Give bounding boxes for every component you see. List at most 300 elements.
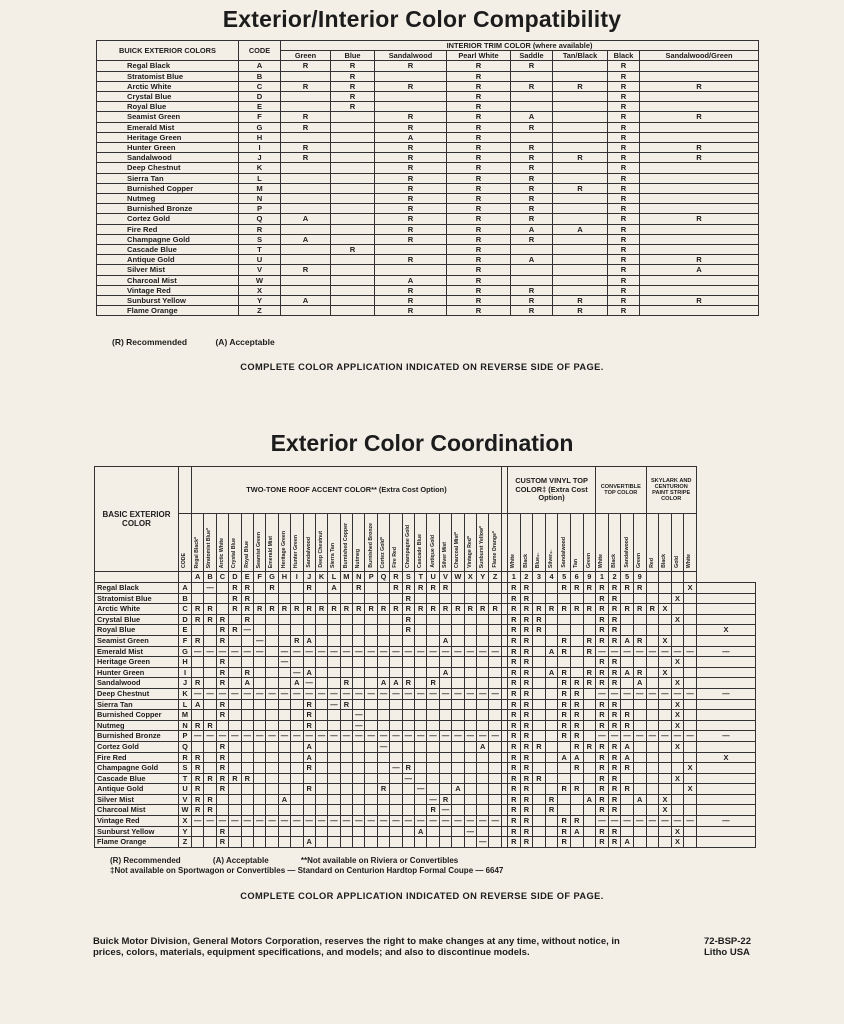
coord-cell: — [278,816,290,827]
coord-cell [533,678,546,689]
coord-cell: R [266,583,278,594]
coord-cell: R [303,710,315,721]
compat-cell: R [640,255,759,265]
coord-roof-col [241,514,253,572]
coord-cell [365,826,377,837]
coord-cell [427,657,439,668]
compat-cell: R [553,296,608,306]
coord-cell [533,583,546,594]
coord-cell: R [608,635,621,646]
coord-cell [192,667,204,678]
compat-cell [553,92,608,102]
coord-cell [533,688,546,699]
compat-cell [281,163,331,173]
coord-cell: A [303,741,315,752]
coord-cell [464,678,476,689]
coord-cell: — [229,646,241,657]
compat-row-name: Arctic White [97,81,239,91]
compat-cell: R [375,204,447,214]
coord-cell: A [291,678,303,689]
coord-cell [229,635,241,646]
coord-cell: — [303,688,315,699]
compat-row [97,122,759,132]
coord-cell: R [507,794,520,805]
compat-cell [281,173,331,183]
coord-cell [415,699,427,710]
coord-cell: R [303,699,315,710]
coord-cell [545,773,558,784]
coord-cell: — [216,731,228,742]
coord-cell [278,667,290,678]
coord-cell [415,593,427,604]
coord-cell [192,625,204,636]
coord-roof-col-label: Nutmeg [355,548,362,568]
compat-row-code: M [239,183,281,193]
coord-cell: R [520,720,533,731]
coord-cell [241,635,253,646]
coord-cell [696,805,755,816]
coord-cell: — [464,646,476,657]
compat-cell: R [375,61,447,71]
coord-cell [545,593,558,604]
coord-cell: R [520,625,533,636]
coord-cell: R [558,837,571,848]
coord-cell [253,805,265,816]
coord-cell [464,710,476,721]
coord-cell [192,741,204,752]
coord-cell [671,752,684,763]
coord-cell: R [608,837,621,848]
compat-cell [281,275,331,285]
coord-cell [545,635,558,646]
compat-row-name: Silver Mist [97,265,239,275]
compat-cell: R [608,234,640,244]
compat-row-code: S [239,234,281,244]
coord-cell [696,699,755,710]
compat-row-code: T [239,245,281,255]
coord-cell: R [633,667,646,678]
coord-cell: X [671,710,684,721]
compat-cell: R [608,122,640,132]
compat-cell: R [447,153,511,163]
coord-cell [365,773,377,784]
coord-cell: — [353,688,365,699]
coord-cell [204,699,216,710]
coord-cell [659,678,672,689]
coord-cell: R [507,816,520,827]
compat-cell: R [608,296,640,306]
coord-cell [365,614,377,625]
coord-cell [452,752,464,763]
coord-cell [340,763,352,774]
compat-cell: A [281,214,331,224]
coord-cell [464,657,476,668]
coord-cell [476,625,488,636]
coord-cell [671,784,684,795]
coord-cell [583,731,596,742]
coord-cell: — [659,731,672,742]
coord-row [95,773,756,784]
coord-cell [696,635,755,646]
compat-cell [281,102,331,112]
coord-cell: R [596,625,609,636]
coord-cell [489,784,502,795]
coord-roof-col [439,514,451,572]
coord-cell [533,657,546,668]
compat-interior-col: Sandalwood/Green [640,51,759,61]
coord-cell: R [596,794,609,805]
coord-cell: R [192,773,204,784]
coord-cell [328,657,340,668]
coord-cell [696,763,755,774]
compat-cell: R [608,265,640,275]
coord-cell: R [427,678,439,689]
coord-cell: — [402,688,414,699]
coord-cell [533,837,546,848]
coord-cell: — [192,688,204,699]
compat-row-code: E [239,102,281,112]
coord-cell [476,794,488,805]
compat-row-name: Cascade Blue [97,245,239,255]
compat-cell [553,163,608,173]
coord-cell: — [415,688,427,699]
coord-cell [328,635,340,646]
compat-cell: R [375,122,447,132]
coord-cell [377,667,389,678]
coord-roof-code: S [402,572,414,583]
coord-cell: R [596,710,609,721]
compat-cell [553,173,608,183]
coord-cell: R [507,699,520,710]
coord-cell: A [278,794,290,805]
coord-cell [390,720,402,731]
coord-cell: R [229,593,241,604]
coord-cell: R [596,805,609,816]
coord-cell: R [216,625,228,636]
coord-row [95,816,756,827]
compat-cell: R [447,92,511,102]
coord-cell [340,625,352,636]
coord-cell [377,657,389,668]
coord-cell [659,773,672,784]
coord-cell [452,593,464,604]
compat-cell [331,275,375,285]
coord-cell [633,699,646,710]
coord-cell: — [621,646,634,657]
coord-cell [633,625,646,636]
coord-cell [402,752,414,763]
coord-cell: R [427,604,439,615]
compat-row [97,92,759,102]
coord-cell [365,625,377,636]
coord-cell: — [464,816,476,827]
compat-cell: R [375,143,447,153]
coord-cell [402,710,414,721]
coord-cell [696,593,755,604]
coord-cell [545,784,558,795]
coord-cell [621,826,634,837]
coord-vinyl-col-label: Green [585,553,592,568]
coord-cell: R [402,593,414,604]
coord-cell: X [671,678,684,689]
coord-cell [489,583,502,594]
coord-cell [315,635,327,646]
coord-cell [390,794,402,805]
compat-cell [331,194,375,204]
coord-cell [583,826,596,837]
coord-cell [583,784,596,795]
coord-roof-col-label: Stratomist Blue* [206,527,213,568]
coord-cell [315,710,327,721]
coord-vinyl-header: CUSTOM VINYL TOP COLOR‡ (Extra Cost Option) [507,467,595,514]
coord-cell [646,593,659,604]
coord-cell [452,657,464,668]
coord-cell: R [533,625,546,636]
coord-cell [278,837,290,848]
coord-cell: R [520,741,533,752]
coord-cell: — [365,646,377,657]
coord-cell: R [608,752,621,763]
coord-row-name: Antique Gold [95,784,179,795]
coord-cell: R [204,604,216,615]
coord-cell [353,635,365,646]
compat-col-code: CODE [239,41,281,61]
coord-cell: R [583,604,596,615]
coord-cell [390,710,402,721]
coord-vinyl-code: 5 [558,572,571,583]
coord-cell [533,720,546,731]
compat-cell [375,265,447,275]
coord-cell [291,614,303,625]
coord-cell [291,699,303,710]
coord-cell: R [507,593,520,604]
coord-cell [659,657,672,668]
coord-cell: R [507,784,520,795]
compat-row-name: Cortez Gold [97,214,239,224]
coord-cell [253,710,265,721]
coord-vinyl-col-label: Black [522,554,529,568]
coord-cell: R [558,731,571,742]
coord-roof-col-label: Hunter Green [293,534,300,568]
coord-cell: R [507,710,520,721]
coord-cell [229,657,241,668]
coord-cell [476,763,488,774]
coord-cell: R [520,583,533,594]
coord-row-code: S [179,763,192,774]
compat-cell: R [511,81,553,91]
coord-cell [558,593,571,604]
coord-cell [278,741,290,752]
coord-cell [489,837,502,848]
coord-cell [328,710,340,721]
coord-cell [402,667,414,678]
coord-cell [646,763,659,774]
coord-roof-code: N [353,572,365,583]
coord-row [95,614,756,625]
coord-row-name: Cortez Gold [95,741,179,752]
coord-cell: R [353,583,365,594]
coord-cell: R [192,784,204,795]
coord-cell [365,794,377,805]
coord-cell: — [646,688,659,699]
coord-cell [583,614,596,625]
coord-cell [533,784,546,795]
coord-vinyl-code: 3 [533,572,546,583]
coord-cell: R [558,816,571,827]
coord-vinyl-col [520,514,533,572]
coord-cell: R [520,710,533,721]
coord-cell [192,837,204,848]
coord-row [95,720,756,731]
coord-cell [328,837,340,848]
coord-row [95,837,756,848]
coord-cell: — [229,731,241,742]
coord-row [95,710,756,721]
coord-cell [464,667,476,678]
compat-cell [331,143,375,153]
coord-cell: R [507,646,520,657]
coord-cell [545,699,558,710]
coord-row-name: Stratomist Blue [95,593,179,604]
coord-cell [216,593,228,604]
compat-cell [553,194,608,204]
coord-cell: R [520,784,533,795]
coord-cell [684,657,697,668]
coord-cell [646,678,659,689]
coord-cell [671,763,684,774]
coord-cell: X [659,805,672,816]
coord-cell [558,625,571,636]
coord-cell: — [415,731,427,742]
coord-row-name: Seamist Green [95,635,179,646]
coord-cell: R [439,794,451,805]
coord-roof-code: F [253,572,265,583]
coord-cell: R [633,635,646,646]
coord-cell [452,583,464,594]
coord-cell: R [520,593,533,604]
coord-cell [402,784,414,795]
compat-cell: R [511,214,553,224]
coord-cell [427,710,439,721]
coord-cell [365,678,377,689]
coord-roof-col-label: Antique Gold [429,535,436,568]
coord-row [95,678,756,689]
coord-cell [353,667,365,678]
coord-cell: R [646,604,659,615]
coord-cell [241,837,253,848]
coord-cell: R [253,604,265,615]
compat-row [97,143,759,153]
coord-cell: R [520,604,533,615]
coord-cell: X [671,773,684,784]
compat-cell: R [375,81,447,91]
coord-cell: X [671,614,684,625]
coord-conv-col [633,514,646,572]
compat-row-code: I [239,143,281,153]
coord-cell [696,837,755,848]
coord-cell: R [507,657,520,668]
coord-cell: R [216,678,228,689]
coord-cell [390,752,402,763]
compat-row [97,275,759,285]
compat-cell: R [375,285,447,295]
coord-cell [315,678,327,689]
compat-row [97,112,759,122]
coord-cell: R [241,593,253,604]
coord-cell: — [489,731,502,742]
coord-cell [633,614,646,625]
coord-cell: R [596,773,609,784]
coord-roof-code: Z [489,572,502,583]
coord-row-name: Champagne Gold [95,763,179,774]
coord-cell [684,678,697,689]
coord-roof-col-label: Cascade Blue [417,533,424,568]
coord-cell [340,741,352,752]
coord-cell: — [633,816,646,827]
coord-cell [390,837,402,848]
coord-cell [340,710,352,721]
coord-cell [328,773,340,784]
coord-cell: R [583,741,596,752]
coord-cell [253,625,265,636]
coord-cell [315,805,327,816]
coord-cell [241,826,253,837]
compat-cell: R [608,245,640,255]
coord-cell: R [558,635,571,646]
coord-cell [464,614,476,625]
coord-cell [489,741,502,752]
coord-cell: R [303,720,315,731]
compat-cell [640,163,759,173]
compat-interior-header: INTERIOR TRIM COLOR (where available) [281,41,759,51]
coord-cell [684,710,697,721]
coord-cell [684,614,697,625]
coord-cell [278,678,290,689]
coord-cell [533,763,546,774]
coord-cell [328,678,340,689]
coord-cell [192,657,204,668]
compat-cell [640,245,759,255]
coord-cell [266,741,278,752]
coord-cell: — [241,816,253,827]
compat-cell: R [608,285,640,295]
coord-cell [229,794,241,805]
compat-cell: A [511,255,553,265]
coord-cell [684,826,697,837]
coord-row [95,657,756,668]
coord-cell: R [621,583,634,594]
coord-cell: R [216,710,228,721]
coord-cell [533,805,546,816]
coord-cell: R [241,583,253,594]
coord-cell: R [204,614,216,625]
compat-row [97,234,759,244]
compat-cell [640,61,759,71]
coord-cell: R [340,699,352,710]
coord-cell [253,784,265,795]
coord-cell [696,794,755,805]
coord-cell: R [402,604,414,615]
coord-cell: R [583,646,596,657]
coord-cell [427,625,439,636]
coord-cell [377,773,389,784]
coord-cell: R [608,583,621,594]
compat-cell [640,204,759,214]
coord-cell [659,625,672,636]
coord-cell [377,614,389,625]
compat-cell [281,71,331,81]
coord-cell [204,763,216,774]
